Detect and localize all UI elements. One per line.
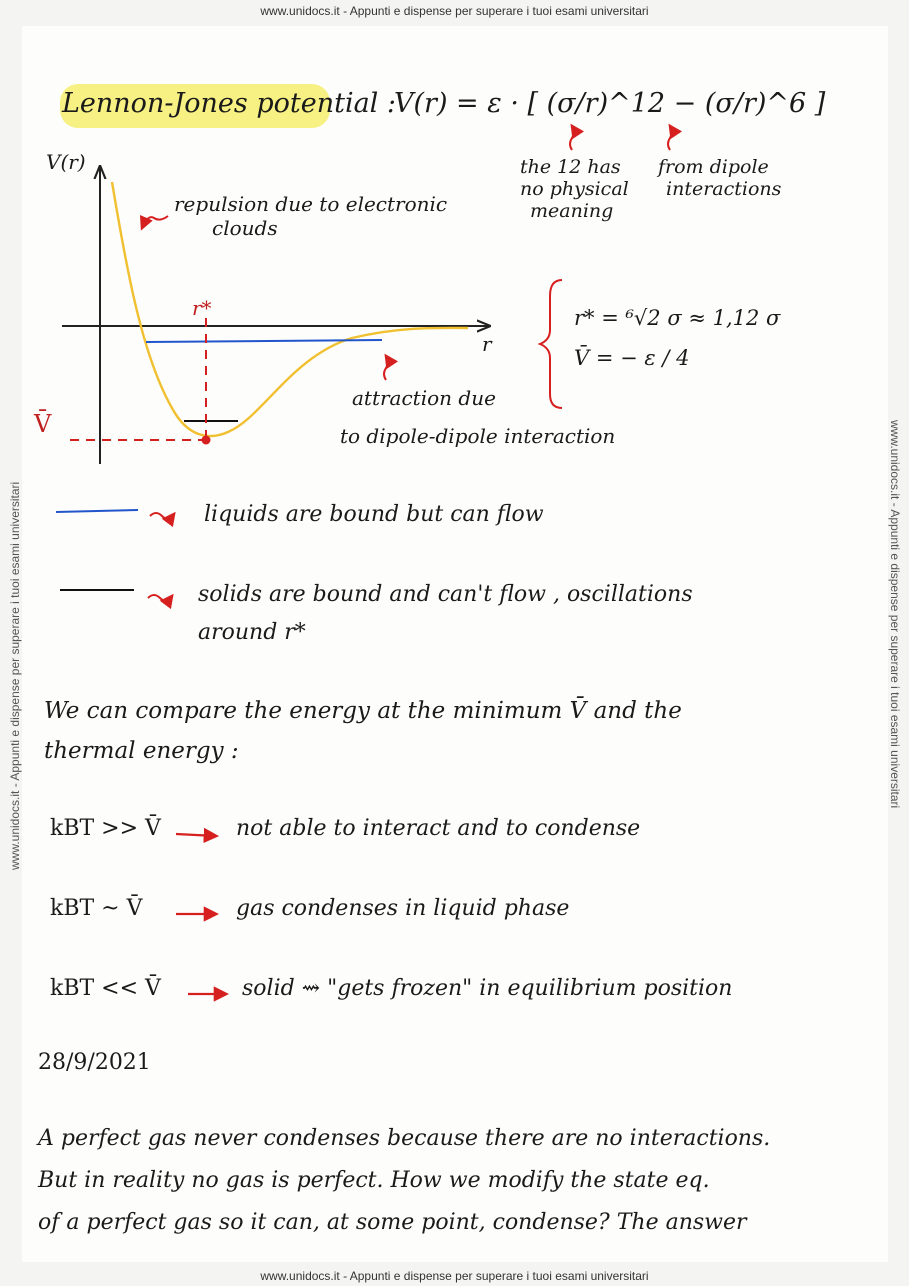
watermark-right: www.unidocs.it - Appunti e dispense per superare i tuoi esami universitari: [888, 420, 902, 809]
case-1-arrow: [176, 834, 216, 836]
liquid-level: [146, 340, 382, 342]
compare-line-1: We can compare the energy at the minimum V̄ and the: [44, 698, 682, 724]
notes-page: [22, 26, 888, 1262]
repulsion-note-2: clouds: [212, 216, 278, 240]
title-formula: V(r) = ε · [ (σ/r)^12 − (σ/r)^6 ]: [394, 88, 826, 119]
note-six-2: interactions: [666, 178, 782, 200]
graph-rstar-label: r*: [192, 296, 212, 320]
six-arrow: [668, 126, 672, 150]
date: 28/9/2021: [38, 1050, 151, 1075]
case-2-rhs: gas condenses in liquid phase: [236, 896, 570, 921]
twelve-arrow: [570, 126, 574, 150]
watermark-left: www.unidocs.it - Appunti e dispense per superare i tuoi esami universitari: [8, 481, 22, 870]
graph-vbar-label: V̄: [34, 410, 52, 438]
para-line-1: A perfect gas never condenses because there are no interactions.: [38, 1126, 771, 1151]
legend-liquid-text: liquids are bound but can flow: [204, 502, 544, 527]
case-3-rhs: solid ⇝ "gets frozen" in equilibrium position: [242, 976, 733, 1001]
rstar-equation: r* = ⁶√2 σ ≈ 1,12 σ: [574, 306, 781, 330]
case-1-rhs: not able to interact and to condense: [236, 816, 641, 841]
legend-liquid-line: [56, 510, 138, 512]
para-line-3: of a perfect gas so it can, at some point, condense? The answer: [38, 1210, 747, 1235]
potential-curve: [112, 182, 468, 436]
attraction-arrow: [384, 356, 388, 380]
note-twelve-2: no physical: [520, 178, 629, 200]
compare-line-2: thermal energy :: [44, 738, 239, 764]
repulsion-arrow: [142, 216, 168, 228]
repulsion-note-1: repulsion due to electronic: [174, 192, 448, 216]
legend-solid-text-2: around r*: [198, 620, 306, 645]
case-1-lhs: kBT >> V̄: [50, 816, 161, 841]
graph-xlabel: r: [482, 332, 492, 356]
legend-solid-arrow: [148, 595, 172, 601]
watermark-bottom: www.unidocs.it - Appunti e dispense per superare i tuoi esami universitari: [260, 1269, 649, 1283]
legend-solid-text-1: solids are bound and can't flow , oscillations: [198, 582, 693, 607]
results-brace: [540, 280, 562, 408]
case-3-lhs: kBT << V̄: [50, 976, 161, 1001]
vbar-equation: V̄ = − ε / 4: [574, 346, 690, 370]
para-line-2: But in reality no gas is perfect. How we modify the state eq.: [38, 1168, 710, 1193]
legend-liquid-arrow: [150, 513, 174, 519]
case-2-lhs: kBT ~ V̄: [50, 896, 143, 921]
handwritten-drawings: [22, 26, 888, 1262]
title-text: Lennon-Jones potential :: [62, 88, 396, 119]
note-six-1: from dipole: [658, 156, 769, 178]
watermark-top: www.unidocs.it - Appunti e dispense per superare i tuoi esami universitari: [260, 4, 649, 18]
attraction-note-1: attraction due: [352, 386, 496, 410]
minimum-point: [202, 436, 211, 445]
note-twelve-3: meaning: [530, 200, 614, 222]
attraction-note-2: to dipole-dipole interaction: [340, 424, 616, 448]
graph-ylabel: V(r): [46, 150, 86, 174]
note-twelve-1: the 12 has: [520, 156, 621, 178]
